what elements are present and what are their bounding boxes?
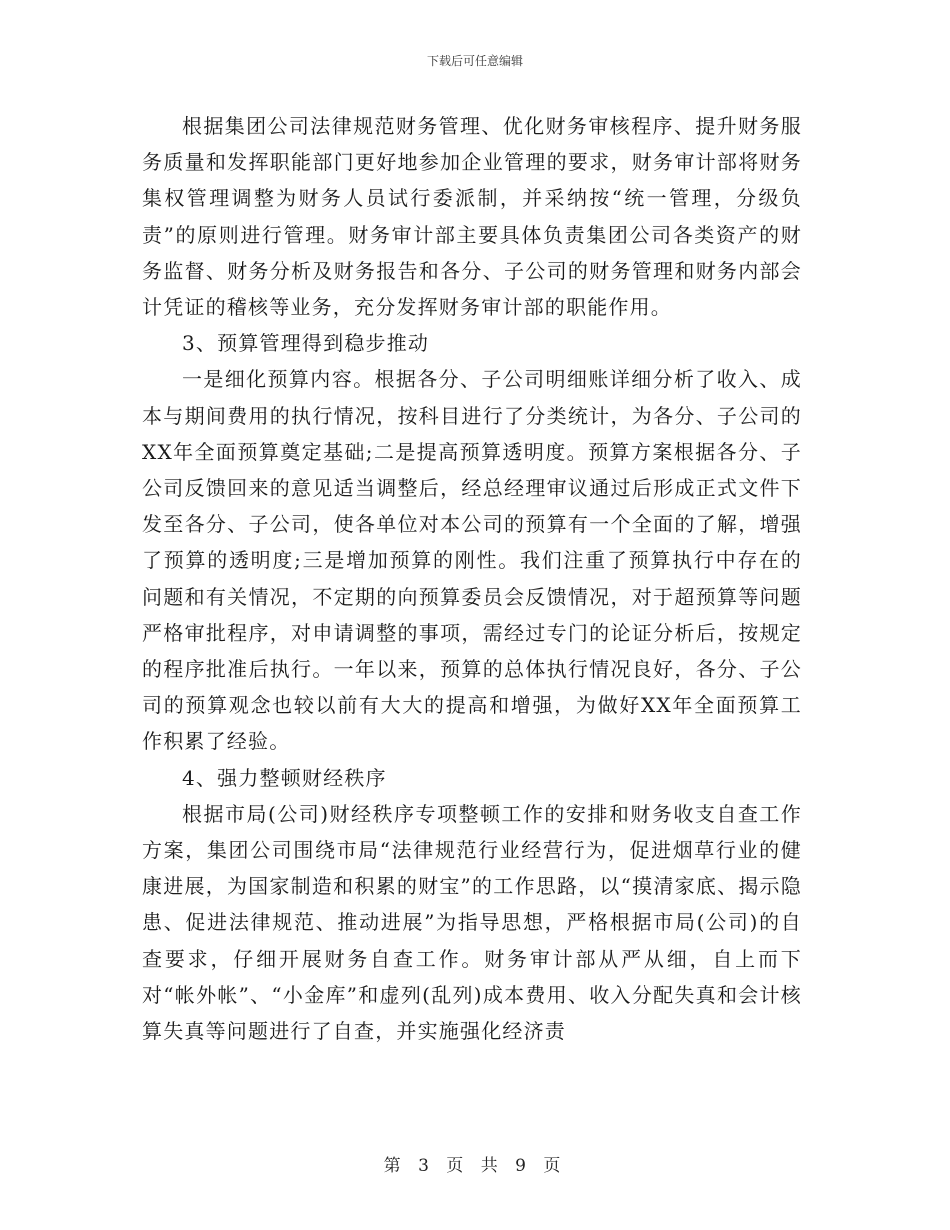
body-paragraph: 根据市局(公司)财经秩序专项整顿工作的安排和财务收支自查工作方案，集团公司围绕市局“法律规范行业经营行为，促进烟草行业的健康进展，为国家制造和积累的财宝”的工作思路，以“摸清家底、揭示隐患、促进法律规范、推动进展”为指导思想，严格根据市局(公司)的自查要求，仔细开展财务自查工作。财务审计部从严从细，自上而下对“帐外帐”、“小金库”和虚列(乱列)成本费用、收入分配失真和会计核算失真等问题进行了自查，并实施强化经济责 [142, 801, 802, 1044]
document-body [142, 108, 802, 1049]
section-heading: 3、预算管理得到稳步推动 [182, 331, 430, 356]
body-paragraph: 根据集团公司法律规范财务管理、优化财务审核程序、提升财务服务质量和发挥职能部门更好地参加企业管理的要求，财务审计部将财务集权管理调整为财务人员试行委派制，并采纳按“统一管理，分级负责”的原则进行管理。财务审计部主要具体负责集团公司各类资产的财务监督、财务分析及财务报告和各分、子公司的财务管理和财务内部会计凭证的稽核等业务，充分发挥财务审计部的职能作用。 [142, 114, 802, 320]
page-number: 第 3 页 共 9 页 [383, 1156, 567, 1176]
header-note: 下载后可任意编辑 [426, 54, 523, 68]
body-paragraph: 一是细化预算内容。根据各分、子公司明细账详细分析了收入、成本与期间费用的执行情况，按科目进行了分类统计，为各分、子公司的XX年全面预算奠定基础;二是提高预算透明度。预算方案根据各分、子公司反馈回来的意见适当调整后，经总经理审议通过后形成正式文件下发至各分、子公司，使各单位对本公司的预算有一个全面的了解，增强了预算的透明度;三是增加预算的刚性。我们注重了预算执行中存在的问题和有关情况，不定期的向预算委员会反馈情况，对于超预算等问题严格审批程序，对申请调整的事项，需经过专门的论证分析后，按规定的程序批准后执行。一年以来，预算的总体执行情况良好，各分、子公司的预算观念也较以前有大大的提高和增强，为做好XX年全面预算工作积累了经验。 [142, 367, 802, 754]
section-heading: 4、强力整顿财经秩序 [182, 765, 387, 790]
